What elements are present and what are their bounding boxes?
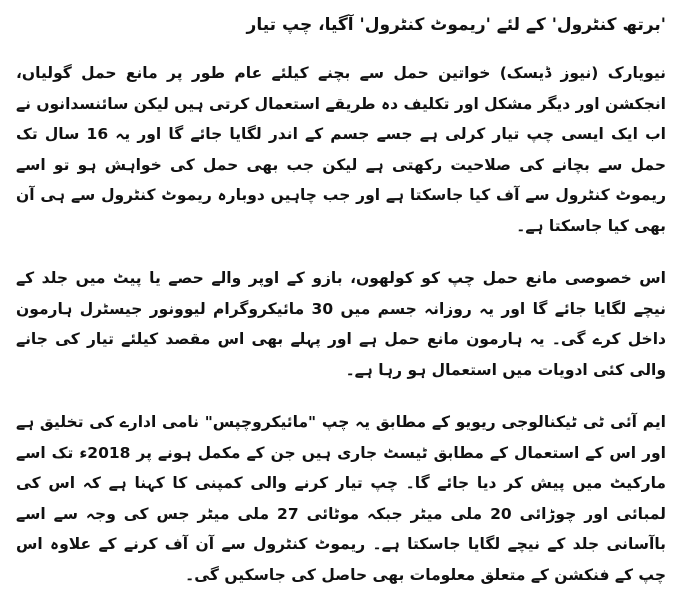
article-headline: 'برتھ کنٹرول' کے لئے 'ریموٹ کنٹرول' آگیا، چپ تیار bbox=[246, 15, 666, 35]
article-paragraph-implant: اس خصوصی مانع حمل چپ کو کولھوں، بازو کے اوپر والے حصے یا پیٹ میں جلد کے نیچے لگایا جائے گا اور یہ روزانہ جسم میں 30 مائیکروگرام لیوونور جیسٹرل ہارمون داخل کرے گی۔ یہ ہارمون مانع حمل ہے اور پہلے بھی اس مقصد کیلئے تیار کی جانے والی کئی ادویات میں استعمال ہو رہا ہے۔ bbox=[16, 269, 666, 379]
news-article bbox=[16, 12, 666, 590]
article-paragraph-intro: نیویارک (نیوز ڈیسک) خواتین حمل سے بچنے کیلئے عام طور پر مانع حمل گولیاں، انجکشن اور دیگر مشکل اور تکلیف دہ طریقے استعمال کرتی ہیں لیکن سائنسدانوں نے اب ایک ایسی چپ تیار کرلی ہے جسے جسم کے اندر لگایا جائے گا اور یہ 16 سال تک حمل سے بچانے کی صلاحیت رکھتی ہے لیکن جب بھی حمل کی خواہش ہو تو اسے ریموٹ کنٹرول سے آف کیا جاسکتا ہے اور جب چاہیں دوبارہ ریموٹ کنٹرول سے ہی آن بھی کیا جاسکتا ہے۔ bbox=[16, 64, 666, 235]
article-paragraph-release: ایم آئی ٹی ٹیکنالوجی ریویو کے مطابق یہ چپ "مائیکروچپس" نامی ادارے کی تخلیق ہے اور اس کے استعمال کے مطابق ٹیسٹ جاری ہیں جن کے مکمل ہونے پر 2018ء تک اسے مارکیٹ میں پیش کر دیا جائے گا۔ چپ تیار کرنے والی کمپنی کا کہنا ہے کہ اس کی لمبائی اور چوڑائی 20 ملی میٹر جبکہ موٹائی 27 ملی میٹر جس کی وجہ سے اسے باآسانی جلد کے نیچے لگایا جاسکتا ہے۔ ریموٹ کنٹرول سے آن آف کرنے کے علاوہ اس چپ کے فنکشن کے متعلق معلومات بھی حاصل کی جاسکیں گی۔ bbox=[16, 413, 667, 584]
